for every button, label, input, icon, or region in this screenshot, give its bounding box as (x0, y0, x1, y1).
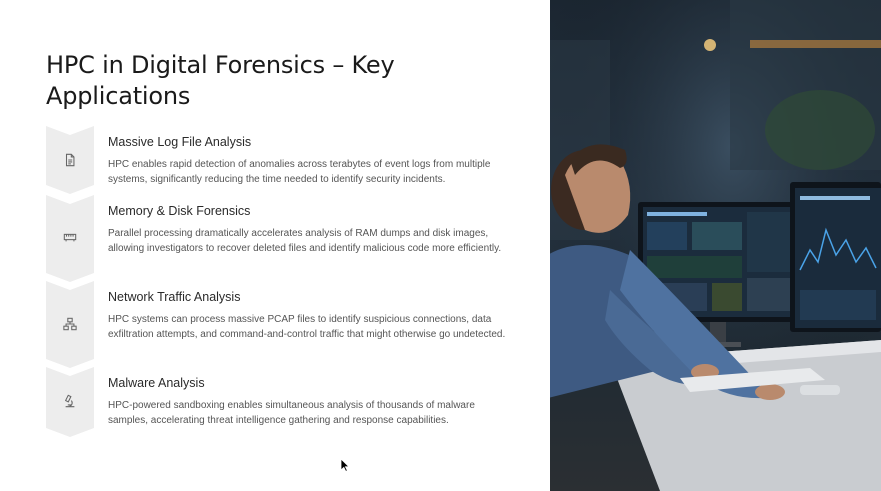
chevron-marker (46, 281, 94, 368)
item-description: HPC enables rapid detection of anomalies across terabytes of event logs from multiple systems, significantly reducing the time needed to identify security incidents. (108, 159, 491, 185)
list-item (46, 126, 536, 194)
slide-title: HPC in Digital Forensics – Key Applications (46, 51, 395, 110)
item-description: Parallel processing dramatically accelerates analysis of RAM dumps and disk images, allowing investigators to recover deleted files and identify malicious code more efficiently. (108, 228, 502, 254)
item-description: HPC systems can process massive PCAP files to identify suspicious connections, data exfiltration attempts, and command-and-control traffic that might otherwise go undetected. (108, 314, 506, 340)
chevron-marker (46, 126, 94, 194)
list-item (46, 195, 536, 282)
mouse-pointer-icon (340, 458, 350, 472)
item-title: Malware Analysis (108, 376, 205, 390)
item-title: Memory & Disk Forensics (108, 204, 251, 218)
chevron-marker (46, 367, 94, 437)
item-title: Massive Log File Analysis (108, 135, 252, 149)
item-description: HPC-powered sandboxing enables simultaneous analysis of thousands of malware samples, accelerating threat intelligence gathering and response capabilities. (108, 400, 475, 426)
document-icon (46, 150, 94, 170)
microscope-icon (46, 391, 94, 411)
memory-chip-icon (46, 227, 94, 247)
analyst-at-workstation-photo (550, 0, 881, 491)
network-icon (46, 314, 94, 334)
list-item (46, 367, 536, 437)
list-item (46, 281, 536, 368)
chevron-marker (46, 195, 94, 282)
item-title: Network Traffic Analysis (108, 290, 241, 304)
